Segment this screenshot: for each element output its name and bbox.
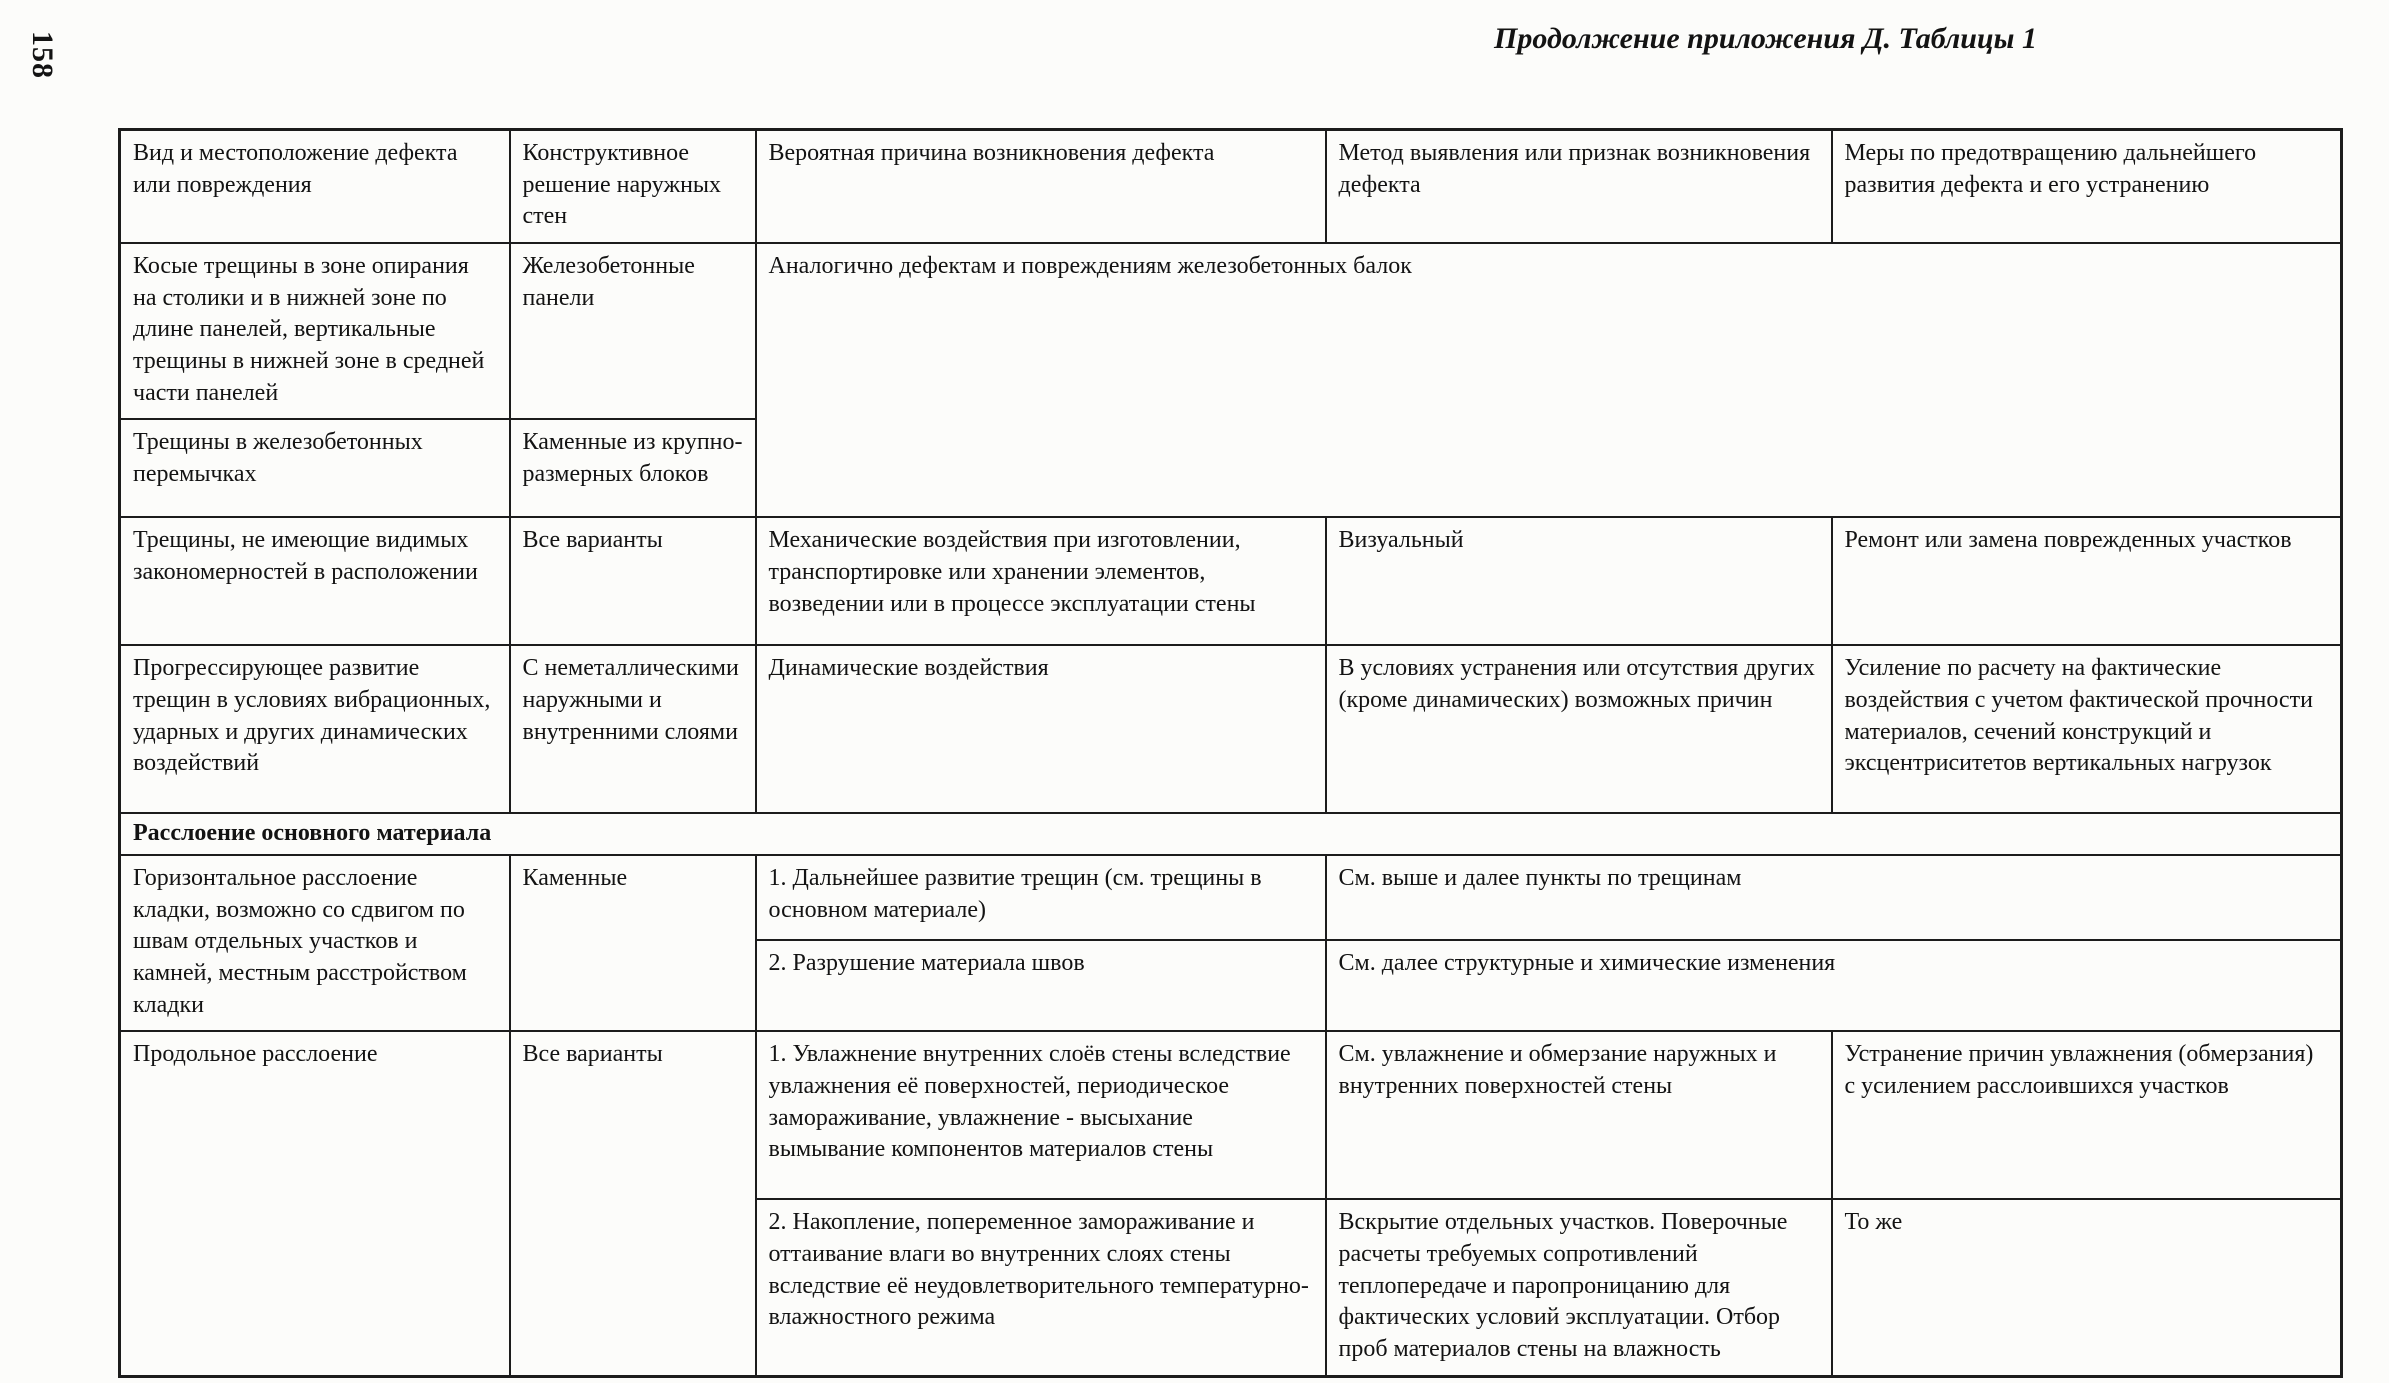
table-cell-defect: Продольное расслоение — [120, 1031, 510, 1376]
page-number: 158 — [26, 31, 59, 79]
defects-table — [118, 128, 2343, 1378]
table-cell-defect: Прогрессирующее развитие трещин в условиях вибрационных, ударных и других динамических воздействий — [120, 645, 510, 813]
table-cell-merged-method-measures: См. далее структурные и химические изменения — [1326, 940, 2342, 1032]
table-cell-cause: 2. Накопление, попеременное замораживание и оттаивание влаги во внутренних слоях стены вследствие её неудовлетворительного температурно-влажностного режима — [756, 1199, 1326, 1376]
table-cell-cause: 1. Дальнейшее развитие трещин (см. трещины в основном материале) — [756, 855, 1326, 940]
column-header-wall-structure: Конструктивное решение наружных стен — [510, 130, 756, 244]
column-header-probable-cause: Вероятная причина возникновения дефекта — [756, 130, 1326, 244]
table-cell-measures: То же — [1832, 1199, 2342, 1376]
table-cell-method: Вскрытие отдельных участков. Поверочные расчеты требуемых сопротивлений теплопередаче и паропроницанию для фактических условий эксплуатации. Отбор проб материалов стены на влажность — [1326, 1199, 1832, 1376]
table-cell-defect: Трещины в железобетонных перемычках — [120, 419, 510, 517]
table-cell-cause: 1. Увлажнение внутренних слоёв стены вследствие увлажнения её поверхностей, периодическое замораживание, увлажнение - высыхание вымывание компонентов материалов стены — [756, 1031, 1326, 1199]
table-row — [120, 855, 2342, 940]
section-header-row — [120, 813, 2342, 855]
table-cell-structure: Каменные — [510, 855, 756, 1031]
table-cell-merged-analogous: Аналогично дефектам и повреждениям железобетонных балок — [756, 243, 2342, 517]
table-cell-measures: Усиление по расчету на фактические воздействия с учетом фактической прочности материалов, сечений конструкций и эксцентриситетов вертикальных нагрузок — [1832, 645, 2342, 813]
table-cell-cause: Механические воздействия при изготовлении, транспортировке или хранении элементов, возведении или в процессе эксплуатации стены — [756, 517, 1326, 645]
table-cell-defect: Косые трещины в зоне опирания на столики и в нижней зоне по длине панелей, вертикальные трещины в нижней зоне в средней части панелей — [120, 243, 510, 419]
table-cell-measures: Устранение причин увлажнения (обмерзания) с усилением расслоившихся участков — [1832, 1031, 2342, 1199]
table-cell-measures: Ремонт или замена поврежденных участков — [1832, 517, 2342, 645]
table-cell-merged-method-measures: См. выше и далее пункты по трещинам — [1326, 855, 2342, 940]
table-cell-structure: Все варианты — [510, 517, 756, 645]
column-header-prevention-measures: Меры по предотвращению дальнейшего развития дефекта и его устранению — [1832, 130, 2342, 244]
table-header-row — [120, 130, 2342, 244]
table-cell-structure: Каменные из крупно-размерных блоков — [510, 419, 756, 517]
table-cell-structure: С неметаллическими наружными и внутренними слоями — [510, 645, 756, 813]
table-cell-cause: 2. Разрушение материала швов — [756, 940, 1326, 1032]
section-header-cell: Расслоение основного материала — [120, 813, 2342, 855]
table-cell-defect: Трещины, не имеющие видимых закономерностей в расположении — [120, 517, 510, 645]
table-cell-structure: Все варианты — [510, 1031, 756, 1376]
column-header-detection-method: Метод выявления или признак возникновения дефекта — [1326, 130, 1832, 244]
table-cell-method: См. увлажнение и обмерзание наружных и внутренних поверхностей стены — [1326, 1031, 1832, 1199]
table-row — [120, 243, 2342, 419]
page-header: Продолжение приложения Д. Таблицы 1 — [1494, 22, 2037, 55]
table-cell-method: В условиях устранения или отсутствия других (кроме динамических) возможных причин — [1326, 645, 1832, 813]
table-cell-cause: Динамические воздействия — [756, 645, 1326, 813]
table-row — [120, 645, 2342, 813]
table-cell-structure: Железобетонные панели — [510, 243, 756, 419]
table-cell-defect: Горизонтальное расслоение кладки, возможно со сдвигом по швам отдельных участков и камней, местным расстройством кладки — [120, 855, 510, 1031]
column-header-defect-location: Вид и местоположение дефекта или повреждения — [120, 130, 510, 244]
table-row — [120, 517, 2342, 645]
table-row — [120, 1031, 2342, 1199]
table-cell-method: Визуальный — [1326, 517, 1832, 645]
